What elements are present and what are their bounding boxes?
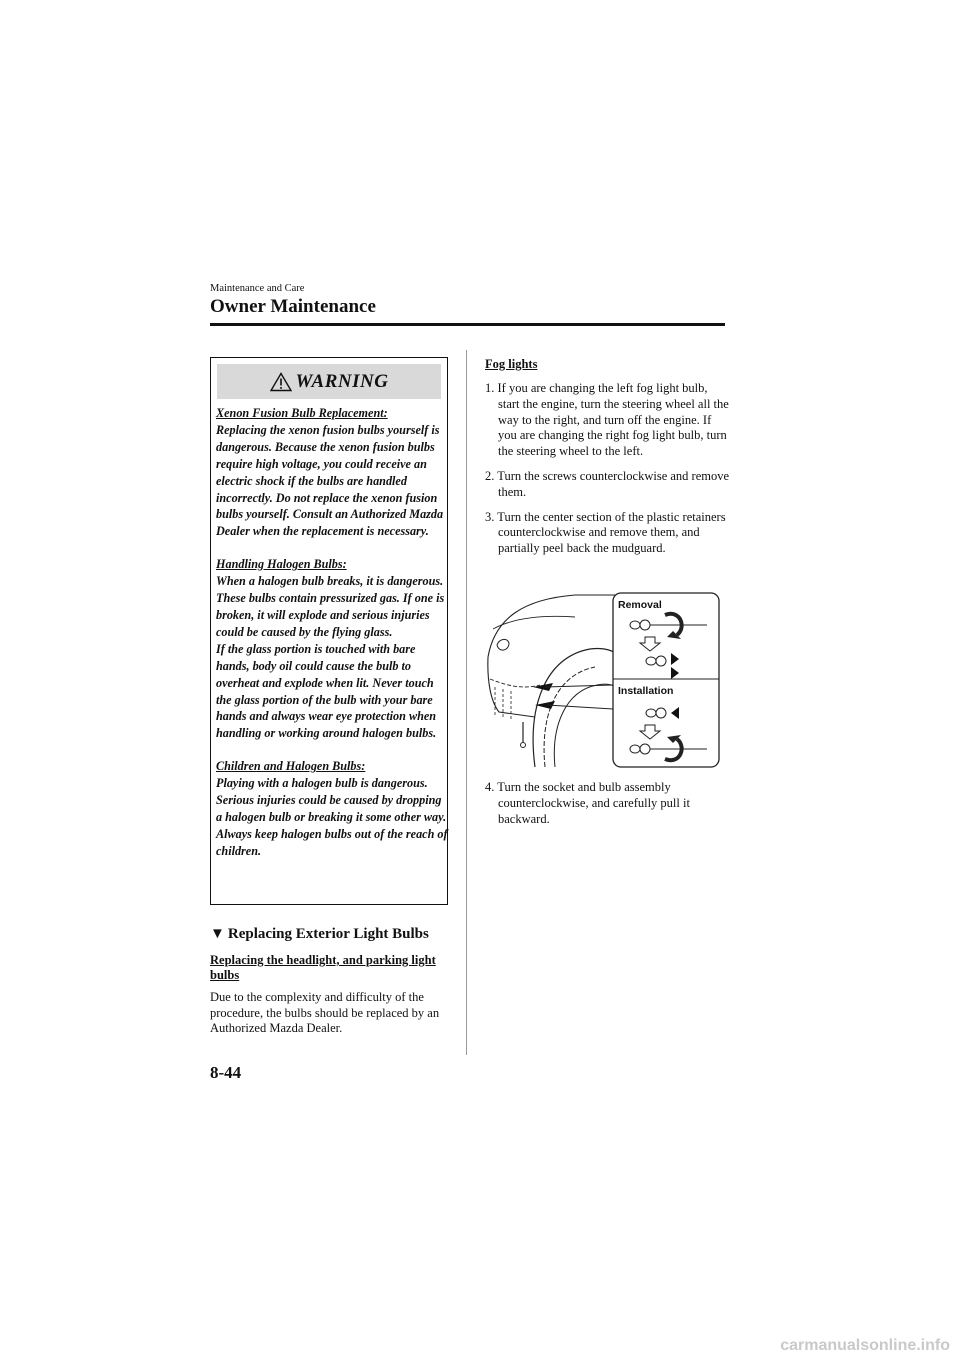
step-item: 2. Turn the screws counterclockwise and remove them. bbox=[485, 468, 730, 499]
warning-text: Playing with a halogen bulb is dangerous. Serious injuries could be caused by dropping a halogen bulb or breaking it some other way. bbox=[216, 776, 447, 824]
warning-heading: Children and Halogen Bulbs: bbox=[216, 759, 366, 774]
warning-heading: Xenon Fusion Bulb Replacement: bbox=[216, 406, 388, 420]
page-title: Owner Maintenance bbox=[210, 296, 376, 317]
fog-light-illustration bbox=[485, 587, 722, 769]
subheading: Replacing the headlight, and parking light bulbs bbox=[210, 953, 436, 982]
svg-text:carmanualsonline.info: carmanualsonline.info bbox=[780, 1337, 950, 1354]
warning-box bbox=[210, 357, 448, 905]
removal-label: Removal bbox=[618, 599, 662, 611]
warning-title: WARNING bbox=[295, 370, 389, 392]
warning-text: When a halogen bulb breaks, it is dangerous. These bulbs contain pressurized gas. If one is broken, it will explode and serious injuries could be caused by the flying glass. bbox=[216, 574, 445, 639]
step-item: 4. Turn the socket and bulb assembly counterclockwise, and carefully pull it backward. bbox=[485, 780, 690, 826]
section-heading-text: Replacing Exterior Light Bulbs bbox=[227, 926, 429, 942]
page-number: 8-44 bbox=[210, 1063, 242, 1082]
section-label: Maintenance and Care bbox=[210, 283, 305, 294]
column-divider bbox=[466, 350, 467, 1055]
watermark-logo bbox=[0, 1328, 960, 1358]
installation-label: Installation bbox=[618, 685, 674, 697]
warning-block-halogen bbox=[216, 556, 448, 742]
warning-text: Replacing the xenon fusion bulbs yourself is dangerous. Because the xenon fusion bulbs require high voltage, you could receive an electric shock if the bulbs are handled incorrectly. Do not replace the xenon fusion bulbs yourself. Consult an Authorized Mazda Dealer when the replacement is necessary. bbox=[216, 422, 444, 539]
title-rule bbox=[210, 323, 725, 326]
paragraph: Due to the complexity and difficulty of the procedure, the bulbs should be replaced by an Authorized Mazda Dealer. bbox=[210, 990, 440, 1036]
subheading: Fog lights bbox=[485, 357, 538, 371]
warning-text: Always keep halogen bulbs out of the reach of children. bbox=[216, 826, 448, 858]
step-list bbox=[485, 381, 730, 566]
warning-text: If the glass portion is touched with bare hands, body oil could cause the bulb to overheat and explode when lit. Never touch the glass portion of the bulb with your bare hands and always wear eye protection when handling or working around halogen bulbs. bbox=[216, 641, 437, 741]
section-marker-icon: ▼ bbox=[210, 926, 225, 942]
warning-triangle-icon bbox=[270, 372, 292, 392]
section-heading bbox=[210, 926, 429, 943]
warning-body bbox=[216, 405, 448, 876]
warning-header bbox=[217, 364, 441, 399]
step-item: 1. If you are changing the left fog light bulb, start the engine, turn the steering wheel all the way to the right, and turn off the engine. If you are changing the right fog light bulb, turn the steering wheel to the left. bbox=[485, 381, 729, 459]
warning-block-children bbox=[216, 758, 448, 859]
warning-heading: Handling Halogen Bulbs: bbox=[216, 557, 347, 572]
step-item: 3. Turn the center section of the plastic retainers counterclockwise and remove them, and partially peel back the mudguard. bbox=[485, 509, 726, 556]
warning-block-xenon bbox=[216, 405, 448, 540]
